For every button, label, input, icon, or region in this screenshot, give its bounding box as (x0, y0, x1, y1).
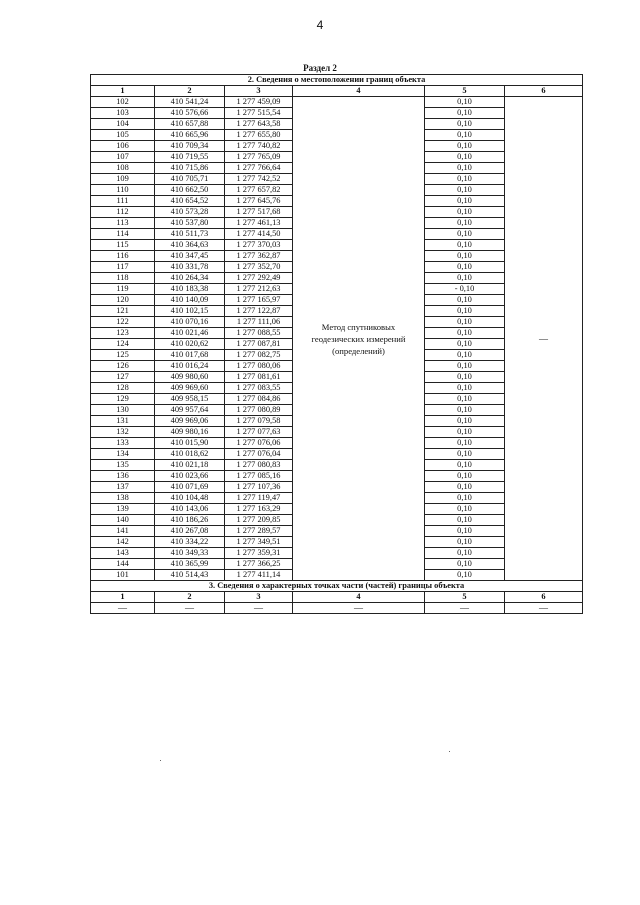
coordinate-y: 1 277 349,51 (225, 537, 293, 548)
accuracy-value: 0,10 (425, 240, 505, 251)
point-number: 136 (91, 471, 155, 482)
coordinate-x: 410 364,63 (155, 240, 225, 251)
table2-row (91, 603, 583, 614)
coordinate-x: 410 709,34 (155, 141, 225, 152)
point-number: 111 (91, 196, 155, 207)
coordinate-y: 1 277 459,09 (225, 97, 293, 108)
coordinate-y: 1 277 084,86 (225, 394, 293, 405)
point-number: 103 (91, 108, 155, 119)
coordinate-x: 410 665,96 (155, 130, 225, 141)
table1-title-row (91, 75, 583, 86)
accuracy-value: 0,10 (425, 350, 505, 361)
point-number: 117 (91, 262, 155, 273)
coordinate-x: 409 969,60 (155, 383, 225, 394)
table1-header-row (91, 86, 583, 97)
point-number: 137 (91, 482, 155, 493)
point-number: 127 (91, 372, 155, 383)
point-number: 140 (91, 515, 155, 526)
coordinate-x: 410 657,88 (155, 119, 225, 130)
accuracy-value: 0,10 (425, 251, 505, 262)
point-number: 110 (91, 185, 155, 196)
coordinate-y: 1 277 359,31 (225, 548, 293, 559)
coordinate-y: 1 277 362,87 (225, 251, 293, 262)
accuracy-value: 0,10 (425, 141, 505, 152)
point-number: 114 (91, 229, 155, 240)
point-number: 115 (91, 240, 155, 251)
coordinate-y: 1 277 765,09 (225, 152, 293, 163)
coordinate-y: 1 277 079,58 (225, 416, 293, 427)
accuracy-value: 0,10 (425, 471, 505, 482)
point-number: 123 (91, 328, 155, 339)
coordinate-x: 410 183,38 (155, 284, 225, 295)
accuracy-value: 0,10 (425, 185, 505, 196)
coordinate-x: 409 980,16 (155, 427, 225, 438)
accuracy-value: 0,10 (425, 394, 505, 405)
accuracy-value: 0,10 (425, 405, 505, 416)
point-number: 107 (91, 152, 155, 163)
coordinate-x: 410 514,43 (155, 570, 225, 581)
accuracy-value: 0,10 (425, 537, 505, 548)
table2-header-cell: 5 (425, 592, 505, 603)
point-number: 142 (91, 537, 155, 548)
point-number: 126 (91, 361, 155, 372)
coordinate-x: 409 957,64 (155, 405, 225, 416)
accuracy-value: 0,10 (425, 97, 505, 108)
accuracy-value: 0,10 (425, 174, 505, 185)
table2-header-cell: 6 (505, 592, 583, 603)
point-number: 112 (91, 207, 155, 218)
coordinate-x: 410 140,09 (155, 295, 225, 306)
table2-header-cell: 1 (91, 592, 155, 603)
coordinate-y: 1 277 461,13 (225, 218, 293, 229)
coordinate-x: 409 969,06 (155, 416, 225, 427)
coordinate-y: 1 277 212,63 (225, 284, 293, 295)
coordinate-x: 410 654,52 (155, 196, 225, 207)
coordinate-y: 1 277 080,89 (225, 405, 293, 416)
coordinate-x: 410 331,78 (155, 262, 225, 273)
accuracy-value: 0,10 (425, 493, 505, 504)
accuracy-value: 0,10 (425, 383, 505, 394)
coordinate-y: 1 277 414,50 (225, 229, 293, 240)
scan-speck (160, 760, 161, 761)
coordinate-y: 1 277 163,29 (225, 504, 293, 515)
point-number: 138 (91, 493, 155, 504)
coordinate-y: 1 277 352,70 (225, 262, 293, 273)
accuracy-value: 0,10 (425, 515, 505, 526)
coordinate-y: 1 277 077,63 (225, 427, 293, 438)
accuracy-value: 0,10 (425, 570, 505, 581)
accuracy-value: 0,10 (425, 262, 505, 273)
accuracy-value: 0,10 (425, 108, 505, 119)
coordinate-y: 1 277 740,82 (225, 141, 293, 152)
point-number: 122 (91, 317, 155, 328)
coordinate-x: 410 021,46 (155, 328, 225, 339)
accuracy-value: 0,10 (425, 482, 505, 493)
coordinate-x: 410 016,24 (155, 361, 225, 372)
coordinate-x: 410 334,22 (155, 537, 225, 548)
point-number: 143 (91, 548, 155, 559)
point-number: 125 (91, 350, 155, 361)
coordinate-x: 410 267,08 (155, 526, 225, 537)
coordinate-y: 1 277 655,80 (225, 130, 293, 141)
coordinate-x: 410 070,16 (155, 317, 225, 328)
coordinate-y: 1 277 083,55 (225, 383, 293, 394)
table1-header-cell: 1 (91, 86, 155, 97)
coordinate-y: 1 277 292,49 (225, 273, 293, 284)
table2-title: 3. Сведения о характерных точках части (частей) границы объекта (91, 581, 583, 592)
coordinate-x: 410 715,86 (155, 163, 225, 174)
coordinate-y: 1 277 076,04 (225, 449, 293, 460)
column6-value: — (505, 97, 583, 581)
point-number: 119 (91, 284, 155, 295)
table2-header-cell: 2 (155, 592, 225, 603)
table2-cell: — (293, 603, 425, 614)
coordinate-y: 1 277 085,16 (225, 471, 293, 482)
coordinate-x: 410 347,45 (155, 251, 225, 262)
point-number: 109 (91, 174, 155, 185)
coordinate-x: 410 719,55 (155, 152, 225, 163)
point-number: 129 (91, 394, 155, 405)
table1-header-cell: 6 (505, 86, 583, 97)
point-number: 105 (91, 130, 155, 141)
accuracy-value: - 0,10 (425, 284, 505, 295)
coordinate-y: 1 277 766,64 (225, 163, 293, 174)
table2-header-row (91, 592, 583, 603)
point-number: 124 (91, 339, 155, 350)
coordinate-y: 1 277 366,25 (225, 559, 293, 570)
table1-title: 2. Сведения о местоположении границ объекта (91, 75, 583, 86)
coordinate-x: 410 349,33 (155, 548, 225, 559)
coordinate-y: 1 277 087,81 (225, 339, 293, 350)
table1-header-cell: 5 (425, 86, 505, 97)
point-number: 106 (91, 141, 155, 152)
table2-header-cell: 3 (225, 592, 293, 603)
coordinate-x: 410 017,68 (155, 350, 225, 361)
point-number: 130 (91, 405, 155, 416)
point-number: 113 (91, 218, 155, 229)
coordinate-x: 410 537,80 (155, 218, 225, 229)
coordinate-x: 410 705,71 (155, 174, 225, 185)
coordinate-x: 410 018,62 (155, 449, 225, 460)
point-number: 128 (91, 383, 155, 394)
table2-header-cell: 4 (293, 592, 425, 603)
coordinate-x: 410 071,69 (155, 482, 225, 493)
coordinate-y: 1 277 122,87 (225, 306, 293, 317)
coordinate-x: 410 015,90 (155, 438, 225, 449)
coordinate-y: 1 277 076,06 (225, 438, 293, 449)
coordinate-y: 1 277 080,06 (225, 361, 293, 372)
coordinate-y: 1 277 643,58 (225, 119, 293, 130)
accuracy-value: 0,10 (425, 130, 505, 141)
point-number: 144 (91, 559, 155, 570)
accuracy-value: 0,10 (425, 460, 505, 471)
accuracy-value: 0,10 (425, 449, 505, 460)
point-number: 108 (91, 163, 155, 174)
coordinate-x: 410 102,15 (155, 306, 225, 317)
coordinate-x: 410 511,73 (155, 229, 225, 240)
coordinate-y: 1 277 165,97 (225, 295, 293, 306)
coordinate-x: 410 021,18 (155, 460, 225, 471)
accuracy-value: 0,10 (425, 361, 505, 372)
page-number: 4 (316, 18, 324, 32)
scan-speck (449, 751, 450, 752)
table2-cell: — (225, 603, 293, 614)
point-number: 120 (91, 295, 155, 306)
method-description: Метод спутниковых геодезических измерений (определений) (293, 97, 425, 581)
coordinate-y: 1 277 080,83 (225, 460, 293, 471)
accuracy-value: 0,10 (425, 196, 505, 207)
point-number: 101 (91, 570, 155, 581)
coordinate-y: 1 277 742,52 (225, 174, 293, 185)
coordinate-y: 1 277 517,68 (225, 207, 293, 218)
accuracy-value: 0,10 (425, 218, 505, 229)
accuracy-value: 0,10 (425, 559, 505, 570)
coordinate-x: 410 186,26 (155, 515, 225, 526)
accuracy-value: 0,10 (425, 207, 505, 218)
accuracy-value: 0,10 (425, 504, 505, 515)
point-number: 132 (91, 427, 155, 438)
coordinate-y: 1 277 119,47 (225, 493, 293, 504)
coordinate-y: 1 277 657,82 (225, 185, 293, 196)
coordinate-y: 1 277 107,36 (225, 482, 293, 493)
coordinate-x: 410 143,06 (155, 504, 225, 515)
accuracy-value: 0,10 (425, 317, 505, 328)
table1-header-cell: 3 (225, 86, 293, 97)
point-number: 116 (91, 251, 155, 262)
accuracy-value: 0,10 (425, 295, 505, 306)
table2-cell: — (155, 603, 225, 614)
coordinate-y: 1 277 411,14 (225, 570, 293, 581)
section-title: Раздел 2 (303, 63, 337, 73)
point-number: 118 (91, 273, 155, 284)
table-row (91, 97, 583, 108)
coordinate-y: 1 277 082,75 (225, 350, 293, 361)
accuracy-value: 0,10 (425, 372, 505, 383)
accuracy-value: 0,10 (425, 152, 505, 163)
coordinate-x: 410 104,48 (155, 493, 225, 504)
table2-cell: — (505, 603, 583, 614)
point-number: 133 (91, 438, 155, 449)
point-number: 139 (91, 504, 155, 515)
table2-cell: — (425, 603, 505, 614)
coordinate-x: 410 662,50 (155, 185, 225, 196)
coordinate-x: 409 958,15 (155, 394, 225, 405)
coordinate-y: 1 277 111,06 (225, 317, 293, 328)
point-number: 131 (91, 416, 155, 427)
accuracy-value: 0,10 (425, 438, 505, 449)
accuracy-value: 0,10 (425, 416, 505, 427)
accuracy-value: 0,10 (425, 526, 505, 537)
accuracy-value: 0,10 (425, 339, 505, 350)
coordinate-y: 1 277 088,55 (225, 328, 293, 339)
point-number: 134 (91, 449, 155, 460)
accuracy-value: 0,10 (425, 119, 505, 130)
accuracy-value: 0,10 (425, 306, 505, 317)
coordinate-y: 1 277 081,61 (225, 372, 293, 383)
accuracy-value: 0,10 (425, 427, 505, 438)
coordinate-y: 1 277 645,76 (225, 196, 293, 207)
table2-title-row (91, 581, 583, 592)
coordinate-x: 410 573,28 (155, 207, 225, 218)
point-number: 104 (91, 119, 155, 130)
point-number: 121 (91, 306, 155, 317)
accuracy-value: 0,10 (425, 163, 505, 174)
accuracy-value: 0,10 (425, 229, 505, 240)
coordinate-y: 1 277 209,85 (225, 515, 293, 526)
table1-header-cell: 4 (293, 86, 425, 97)
accuracy-value: 0,10 (425, 328, 505, 339)
point-number: 102 (91, 97, 155, 108)
coordinate-x: 410 023,66 (155, 471, 225, 482)
coordinate-x: 410 020,62 (155, 339, 225, 350)
boundary-table (90, 74, 583, 614)
coordinate-x: 410 264,34 (155, 273, 225, 284)
coordinate-x: 409 980,60 (155, 372, 225, 383)
point-number: 135 (91, 460, 155, 471)
table2-cell: — (91, 603, 155, 614)
coordinate-y: 1 277 289,57 (225, 526, 293, 537)
coordinate-y: 1 277 515,54 (225, 108, 293, 119)
coordinate-y: 1 277 370,03 (225, 240, 293, 251)
accuracy-value: 0,10 (425, 273, 505, 284)
table1-header-cell: 2 (155, 86, 225, 97)
coordinate-x: 410 576,66 (155, 108, 225, 119)
coordinate-x: 410 365,99 (155, 559, 225, 570)
accuracy-value: 0,10 (425, 548, 505, 559)
coordinate-x: 410 541,24 (155, 97, 225, 108)
point-number: 141 (91, 526, 155, 537)
